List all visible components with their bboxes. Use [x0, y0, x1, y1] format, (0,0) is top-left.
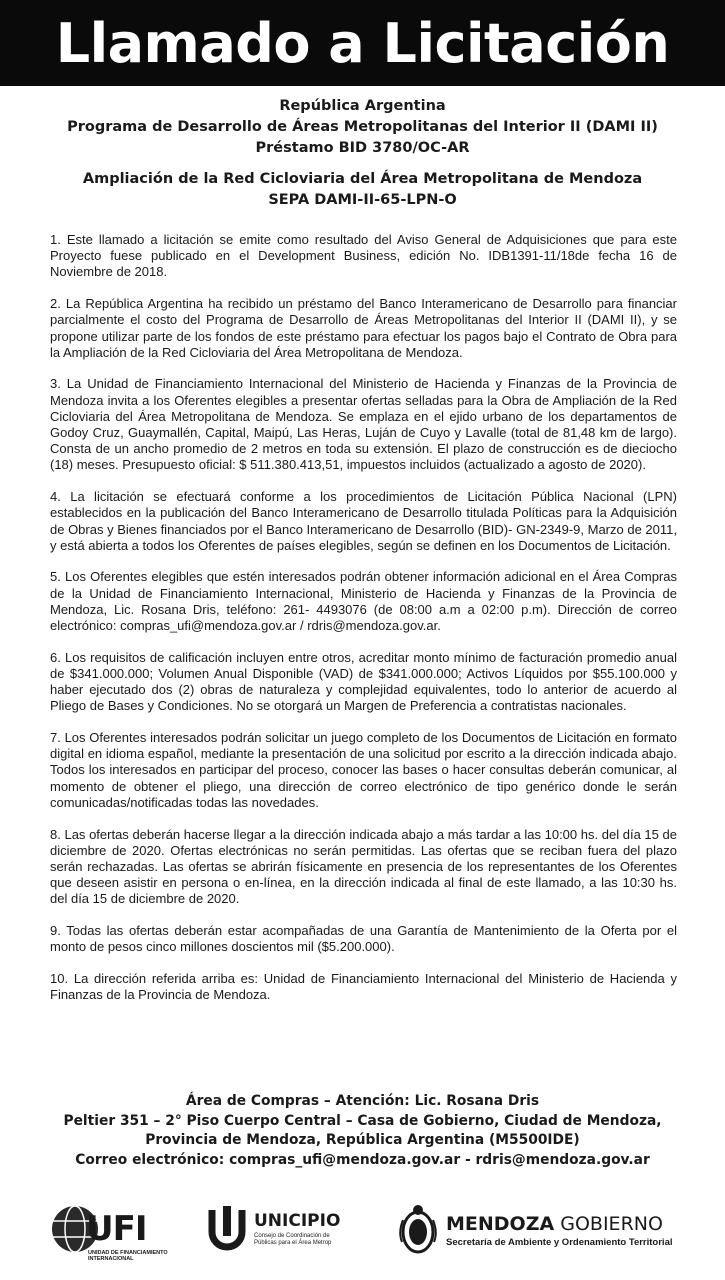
page-title: Llamado a Licitación — [55, 11, 670, 75]
unicipio-logo — [206, 1206, 340, 1252]
ufi-subtitle: UNIDAD DE FINANCIAMIENTO INTERNACIONAL — [88, 1250, 168, 1262]
paragraph-5: 5. Los Oferentes elegibles que estén interesados podrán obtener información adicional en el Área Compras de la Unidad de Financiamiento Internacional, Ministerio de Hacienda y Finanzas de la Provincia de Mendoza, Lic. Rosana Dris, teléfono: 261- 4493076 (de 08:00 a.m a 02:00 p.m). Dirección de correo electrónico: compras_ufi@mendoza.gov.ar / rdris@mendoza.gov.ar. — [50, 569, 677, 634]
contact-attention: Área de Compras – Atención: Lic. Rosana Dris — [185, 1093, 540, 1109]
mendoza-wordmark: MENDOZA GOBIERNO — [446, 1212, 663, 1235]
project-line: Ampliación de la Red Cicloviaria del Área Metropolitana de Mendoza — [82, 171, 643, 187]
tender-body — [50, 232, 677, 1019]
program-line: Programa de Desarrollo de Áreas Metropolitanas del Interior II (DAMI II) — [67, 119, 658, 135]
ufi-wordmark: UFI — [86, 1209, 147, 1249]
page-title-banner — [0, 0, 725, 86]
tender-header — [0, 96, 725, 211]
contact-footer — [0, 1092, 725, 1170]
unicipio-u-icon — [206, 1206, 248, 1252]
contact-email: Correo electrónico: compras_ufi@mendoza.gov.ar - rdris@mendoza.gov.ar — [75, 1151, 650, 1168]
mendoza-logo — [398, 1202, 673, 1258]
paragraph-4: 4. La licitación se efectuará conforme a los procedimientos de Licitación Pública Nacional (LPN) establecidos en la publicación del Banco Interamericano de Desarrollo titulada Políticas para la Adquisición de Obras y Bienes financiados por el Banco Interamericano de Desarrollo (BID)- GN-2349-9, Marzo de 2011, y está abierta a todos los Oferentes de países elegibles, según se definen en los Documentos de Licitación. — [50, 489, 677, 553]
paragraph-10: 10. La dirección referida arriba es: Unidad de Financiamiento Internacional del Ministerio de Hacienda y Finanzas de la Provincia de Mendoza. — [50, 971, 677, 1003]
paragraph-6: 6. Los requisitos de calificación incluyen entre otros, acreditar monto mínimo de facturación promedio anual de $341.000.000; Volumen Anual Disponible (VAD) de $341.000.000; Activos Líquidos por $55.100.000 y haber ejecutado dos (2) obras de naturaleza y complejidad equivalentes, todo lo anterior de acuerdo al Pliego de Bases y Condiciones. No se otorgará un Margen de Preferencia a contratistas nacionales. — [50, 649, 677, 714]
unicipio-subtitle-2: Públicas para el Área Metrop — [254, 1240, 332, 1246]
coat-of-arms-icon — [398, 1202, 438, 1258]
unicipio-subtitle-1: Consejo de Coordinación de — [254, 1233, 330, 1239]
paragraph-1: 1. Este llamado a licitación se emite como resultado del Aviso General de Adquisiciones que para este Proyecto fuese publicado en el Development Business, edición No. IDB1391-11/18de fecha 16 de Noviembre de 2018. — [50, 232, 677, 280]
unicipio-wordmark: UNICIPIO — [254, 1211, 341, 1231]
paragraph-2: 2. La República Argentina ha recibido un préstamo del Banco Interamericano de Desarrollo para financiar parcialmente el costo del Programa de Desarrollo de Áreas Metropolitanas del Interior II (DAMI II), y se propone utilizar parte de los fondos de este préstamo para efectuar los pagos bajo el Contrato de Obra para la Ampliación de la Red Cicloviaria del Área Metropolitana de Mendoza. — [50, 296, 677, 360]
contact-address: Peltier 351 – 2° Piso Cuerpo Central – Casa de Gobierno, Ciudad de Mendoza, — [63, 1112, 662, 1129]
contact-province: Provincia de Mendoza, República Argentina (M5500IDE) — [145, 1132, 580, 1148]
logo-strip — [0, 1196, 725, 1266]
ufi-logo — [50, 1204, 168, 1262]
paragraph-3: 3. La Unidad de Financiamiento Internacional del Ministerio de Hacienda y Finanzas de la Provincia de Mendoza invita a los Oferentes elegibles a presentar ofertas selladas para la Obra de Ampliación de la Red Cicloviaria del Área Metropolitana de Mendoza. Se emplaza en el ejido urbano de los departamentos de Godoy Cruz, Guaymallén, Capital, Maipú, Las Heras, Luján de Cuyo y Lavalle (total de 81,48 km de largo). Consta de un ancho promedio de 2 metros en toda su extensión. El plazo de construcción es de dieciocho (18) meses. Presupuesto oficial: $ 511.380.413,51, impuestos incluidos (actualizado a agosto de 2020). — [50, 376, 677, 473]
paragraph-9: 9. Todas las ofertas deberán estar acompañadas de una Garantía de Mantenimiento de la Oferta por el monto de pesos cinco millones doscientos mil ($5.200.000). — [50, 923, 677, 955]
mendoza-subtitle: Secretaría de Ambiente y Ordenamiento Territorial — [446, 1236, 673, 1248]
paragraph-7: 7. Los Oferentes interesados podrán solicitar un juego completo de los Documentos de Licitación en formato digital en idioma español, mediante la presentación de una solicitud por escrito a la dirección indicada abajo. Todos los interesados en participar del proceso, conocer las bases o hacer consultas deberán comunicar, al momento de obtener el pliego, una dirección de correo electrónico de tipo genérico donde le serán comunicadas/notificadas todas las novedades. — [50, 730, 677, 810]
reference-line: SEPA DAMI-II-65-LPN-O — [268, 192, 457, 208]
paragraph-8: 8. Las ofertas deberán hacerse llegar a la dirección indicada abajo a más tardar a las 10:00 hs. del día 15 de diciembre de 2020. Ofertas electrónicas no serán permitidas. Las ofertas que se reciban fuera del plazo serán rechazadas. Las ofertas se abrirán físicamente en presencia de los representantes de los Oferentes que deseen asistir en persona o en-línea, en la dirección indicada al final de este llamado, a las 10:30 hs. del día 15 de diciembre de 2020. — [50, 826, 677, 907]
country-line: República Argentina — [279, 98, 446, 114]
loan-line: Préstamo BID 3780/OC-AR — [255, 140, 470, 156]
